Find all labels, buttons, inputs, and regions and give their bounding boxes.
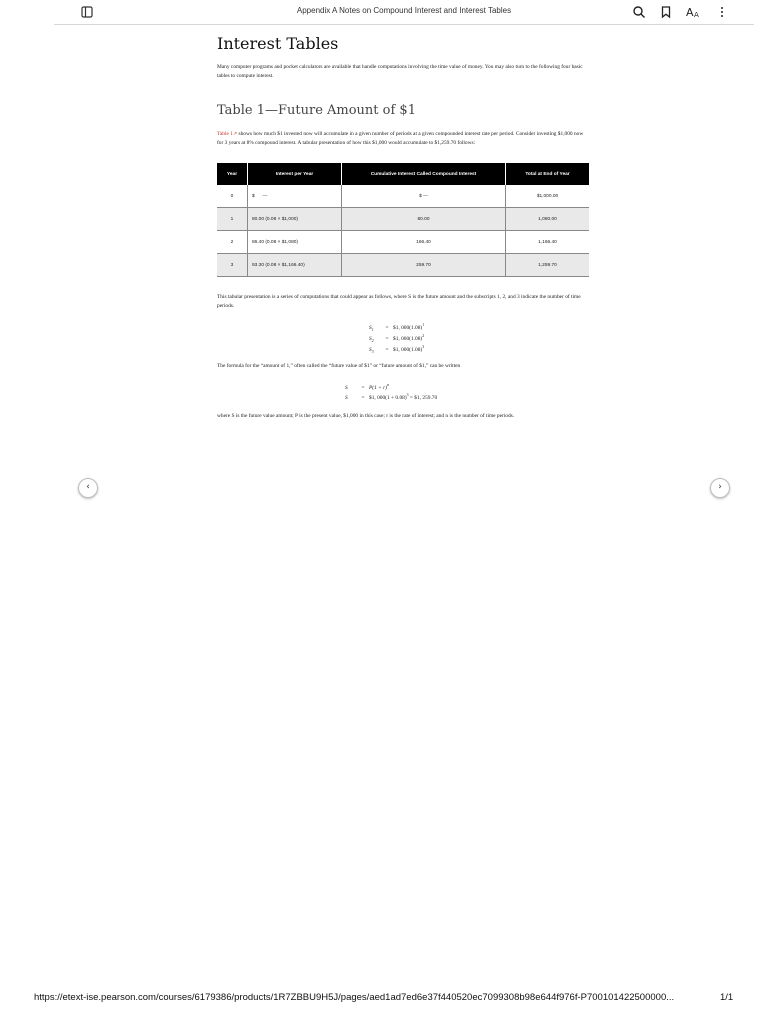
cell-interest: 80.00 (0.08 × $1,000) [248,208,342,231]
col-header-interest: Interest per Year [248,163,342,185]
col-header-cumulative: Cumulative Interest Called Compound Interest [342,163,506,185]
table-row [217,231,589,254]
font-size-icon[interactable] [686,5,702,19]
print-footer [0,992,768,1006]
svg-text:A: A [686,6,694,19]
formula-line: $S_3$ = $1, $000(1.08)^3$ [369,345,425,354]
bookmark-icon[interactable] [659,5,673,19]
cell-year: 2 [217,231,248,254]
cell-total: 1,259.70 [506,254,590,277]
chapter-title: Appendix A Notes on Compound Interest and Interest Tables [296,6,512,15]
formula-line: $S_1$ = $1, $000(1.08)^1$ [369,323,425,332]
section-heading: Table 1—Future Amount of $1 [217,103,416,118]
formula-intro-paragraph: The formula for the “amount of 1,” often called the “future value of $1” or “future amount of $1,” can be written [217,363,461,369]
table-description [217,130,589,148]
page-url: https://etext-ise.pearson.com/courses/6179386/products/1R7ZBBU9H5J/pages/aed1ad7ed6e37f440520ec7099308b98e644f976f-P700101422500000... [34,992,675,1003]
table-row [217,254,589,277]
intro-paragraph: Many computer programs and pocket calculators are available that handle computations involving the time value of money. You may also turn to the following four basic tables to compute interest. [217,64,583,79]
cell-interest [248,185,342,208]
cell-interest: 86.40 (0.08 × $1,080) [248,231,342,254]
col-header-total: Total at End of Year [506,163,590,185]
next-page-button[interactable]: › [710,478,730,498]
table-description-text: shows how much $1 invested now will accumulate in a given number of periods at a given compounded interest rate per period. Consider investing $1,000 now for 3 years at 8% compound interest. A tabular presentation of how this $1,000 would accumulate to $1,259.70 follows: [217,131,584,146]
cell-year: 1 [217,208,248,231]
cell-interest: 93.30 (0.08 × $1,166.40) [248,254,342,277]
formula-series [369,320,589,353]
table-1-link[interactable]: Table 1 [217,131,233,137]
cell-cumulative: 259.70 [342,254,506,277]
previous-page-button[interactable]: ‹ [78,478,98,498]
cell-year: 0 [217,185,248,208]
formula-general [345,380,589,400]
after-table-paragraph: This tabular presentation is a series of computations that could appear as follows, where S is the future amount and the subscripts 1, 2, and 3 indicate the number of time periods. [217,294,581,309]
cell-cumulative: 80.00 [342,208,506,231]
future-amount-table [217,163,589,277]
cell-cumulative: $ — [342,185,506,208]
closing-paragraph: where S is the future value amount; P is the present value, $1,000 in this case; r is the rate of interest; and n is the number of time periods. [217,413,515,419]
cell-total: $1,000.00 [506,185,590,208]
external-link-icon[interactable]: ↗ [232,132,238,137]
cell-total: 1,080.00 [506,208,590,231]
page-counter: 1/1 [720,992,734,1003]
cell-total: 1,166.40 [506,231,590,254]
page-content [217,30,589,421]
page-title: Interest Tables [217,34,339,53]
col-header-year: Year [217,163,248,185]
table-row [217,208,589,231]
more-vertical-icon[interactable] [715,5,729,19]
cell-interest-currency: $ [252,193,255,199]
formula-line: S = $1, $000(1 + 0.08)^3$ = $1, 259.70 [345,393,438,401]
cell-interest-value: — [262,193,268,199]
formula-line: $S = P(1 + r)^n$ [345,383,389,391]
table-row [217,185,589,208]
reader-toolbar [54,0,754,25]
svg-text:A: A [694,11,699,19]
formula-line: $S_2$ = $1, $000(1.08)^2$ [369,334,425,343]
cell-year: 3 [217,254,248,277]
cell-cumulative: 166.40 [342,231,506,254]
search-icon[interactable] [632,5,646,19]
